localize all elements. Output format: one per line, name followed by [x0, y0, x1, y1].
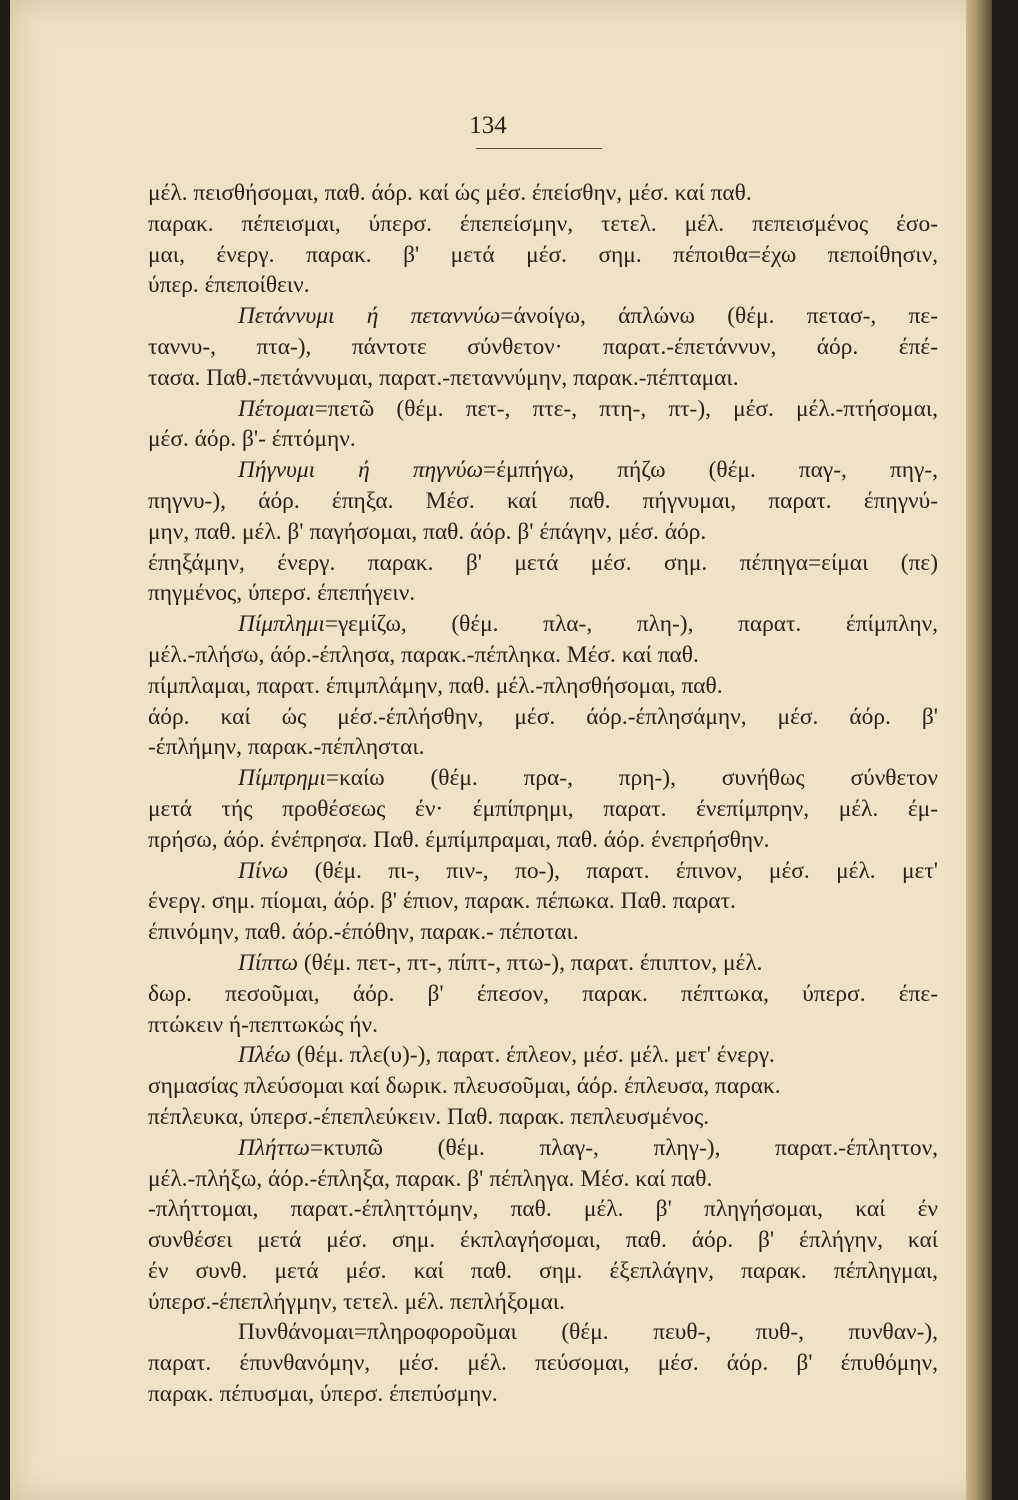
line-text: πτώκειν ή-πεπτωκώς ήν. [148, 1011, 378, 1038]
entry-headword: Πίπτω [238, 949, 298, 976]
line-text: συνθέσει μετά μέσ. σημ. έκπλαγήσομαι, παθ. άόρ. β' έπλήγην, καί [148, 1227, 938, 1254]
text-line [148, 270, 938, 301]
text-line [148, 517, 938, 548]
entry-headword: Πήγνυμι ή πηγνύω [238, 457, 483, 484]
page-number-rule [476, 148, 602, 149]
line-text: -πλήττομαι, παρατ.-έπληττόμην, παθ. μέλ. β' πληγήσομαι, καί έν [148, 1196, 938, 1223]
line-text: παρακ. πέπυσμαι, ύπερσ. έπεπύσμην. [148, 1381, 498, 1408]
text-line [148, 424, 938, 455]
line-text: σημασίας πλεύσομαι καί δωρικ. πλευσοῦμαι, άόρ. έπλευσα, παρακ. [148, 1073, 781, 1100]
line-text: ταννυ-, πτα-), πάντοτε σύνθετον· παρατ.-έπετάννυν, άόρ. έπέ- [148, 333, 938, 360]
entry-headword: Πλήττω [238, 1134, 310, 1161]
text-line [148, 886, 938, 917]
line-text: έπινόμην, παθ. άόρ.-έπόθην, παρακ.- πέποται. [148, 919, 579, 946]
line-text: ένεργ. σημ. πίομαι, άόρ. β' έπιον, παρακ. πέπωκα. Παθ. παρατ. [148, 888, 736, 915]
page-number: 134 [469, 112, 507, 139]
line-text: (θέμ. πι-, πιν-, πο-), παρατ. έπινον, μέσ. μέλ. μετ' [288, 857, 938, 884]
text-line [148, 732, 938, 763]
line-text: πηγμένος, ύπερσ. έπεπήγειν. [148, 580, 416, 607]
text-line [148, 794, 938, 825]
text-line [148, 671, 938, 702]
text-line [148, 1194, 938, 1225]
line-text: ύπερ. έπεποίθειν. [148, 272, 310, 299]
page-text [148, 178, 938, 1410]
line-text: =πετῶ (θέμ. πετ-, πτε-, πτη-, πτ-), μέσ. μέλ.-πτήσομαι, [314, 395, 938, 422]
entry-headword: Πίμπλημι [238, 611, 325, 638]
line-text: =καίω (θέμ. πρα-, πρη-), συνήθως σύνθετον [325, 765, 938, 792]
entry-headword: Πετάννυμι ή πεταννύω [238, 303, 501, 330]
line-text: άόρ. καί ώς μέσ.-έπλήσθην, μέσ. άόρ.-έπλησάμην, μέσ. άόρ. β' [148, 703, 938, 730]
text-line [148, 1164, 938, 1195]
text-line [148, 856, 938, 887]
line-text: πηγνυ-), άόρ. έπηξα. Μέσ. καί παθ. πήγνυμαι, παρατ. έπηγνύ- [148, 487, 938, 514]
line-text: μέλ.-πλήσω, άόρ.-έπλησα, παρακ.-πέπληκα. Μέσ. καί παθ. [148, 641, 699, 668]
line-text: =έμπήγω, πήζω (θέμ. παγ-, πηγ-, [483, 457, 938, 484]
line-text: =κτυπῶ (θέμ. πλαγ-, πληγ-), παρατ.-έπληττον, [309, 1134, 938, 1161]
text-line [148, 1040, 938, 1071]
text-line [148, 1287, 938, 1318]
line-text: πρήσω, άόρ. ένέπρησα. Παθ. έμπίμπραμαι, παθ. άόρ. ένεπρήσθην. [148, 826, 770, 853]
line-text: τασα. Παθ.-πετάννυμαι, παρατ.-πεταννύμην, παρακ.-πέπταμαι. [148, 364, 739, 391]
text-line [148, 578, 938, 609]
text-line [148, 240, 938, 271]
line-text: (θέμ. πετ-, πτ-, πίπτ-, πτω-), παρατ. έπιπτον, μέλ. [298, 949, 763, 976]
text-line [148, 1348, 938, 1379]
line-text: πίμπλαμαι, παρατ. έπιμπλάμην, παθ. μέλ.-πλησθήσομαι, παθ. [148, 672, 723, 699]
line-text: μέλ.-πλήξω, άόρ.-έπληξα, παρακ. β' πέπληγα. Μέσ. καί παθ. [148, 1165, 713, 1192]
line-text: παρακ. πέπεισμαι, ύπερσ. έπεπείσμην, τετελ. μέλ. πεπεισμένος έσο- [148, 210, 938, 237]
text-line [148, 1071, 938, 1102]
line-text: μέσ. άόρ. β'- έπτόμην. [148, 426, 356, 453]
line-text: έπηξάμην, ένεργ. παρακ. β' μετά μέσ. σημ. πέπηγα=είμαι (πε) [148, 549, 938, 576]
entry-headword: Πίνω [238, 857, 289, 884]
text-line [148, 1256, 938, 1287]
line-text: έν συνθ. μετά μέσ. καί παθ. σημ. έξεπλάγην, παρακ. πέπληγμαι, [148, 1257, 938, 1284]
text-line [148, 825, 938, 856]
text-line [148, 363, 938, 394]
line-text: Πυνθάνομαι=πληροφοροῦμαι (θέμ. πευθ-, πυθ-, πυνθαν-), [238, 1319, 938, 1346]
text-line [148, 548, 938, 579]
line-text: =άνοίγω, άπλώνω (θέμ. πετασ-, πε- [500, 303, 938, 330]
text-line [148, 1133, 938, 1164]
entry-headword: Πλέω [238, 1042, 291, 1069]
text-line [148, 1102, 938, 1133]
text-line [148, 1317, 938, 1348]
book-spine [966, 0, 992, 1500]
text-line [148, 979, 938, 1010]
text-line [148, 1379, 938, 1410]
text-line [148, 948, 938, 979]
line-text: παρατ. έπυνθανόμην, μέσ. μέλ. πεύσομαι, μέσ. άόρ. β' έπυθόμην, [148, 1350, 938, 1377]
text-line [148, 917, 938, 948]
text-line [148, 1010, 938, 1041]
text-line [148, 763, 938, 794]
line-text: πέπλευκα, ύπερσ.-έπεπλεύκειν. Παθ. παρακ. πεπλευσμένος. [148, 1103, 710, 1130]
entry-headword: Πίμπρημι [238, 765, 326, 792]
text-line [148, 394, 938, 425]
text-line [148, 209, 938, 240]
text-line [148, 455, 938, 486]
line-text: μην, παθ. μέλ. β' παγήσομαι, παθ. άόρ. β' έπάγην, μέσ. άόρ. [148, 518, 707, 545]
line-text: μαι, ένεργ. παρακ. β' μετά μέσ. σημ. πέποιθα=έχω πεποίθησιν, [148, 241, 938, 268]
line-text: (θέμ. πλε(υ)-), παρατ. έπλεον, μέσ. μέλ. μετ' ένεργ. [290, 1042, 775, 1069]
entry-headword: Πέτομαι [238, 395, 315, 422]
line-text: -έπλήμην, παρακ.-πέπλησται. [148, 734, 425, 761]
line-text: μετά τής προθέσεως έν· έμπίπρημι, παρατ. ένεπίμπρην, μέλ. έμ- [148, 795, 938, 822]
line-text: ύπερσ.-έπεπλήγμην, τετελ. μέλ. πεπλήξομαι. [148, 1288, 566, 1315]
text-line [148, 486, 938, 517]
text-line [148, 609, 938, 640]
text-line [148, 301, 938, 332]
text-line [148, 702, 938, 733]
text-line [148, 1225, 938, 1256]
line-text: δωρ. πεσοῦμαι, άόρ. β' έπεσον, παρακ. πέπτωκα, ύπερσ. έπε- [148, 980, 938, 1007]
text-line [148, 178, 938, 209]
line-text: =γεμίζω, (θέμ. πλα-, πλη-), παρατ. έπίμπλην, [324, 611, 938, 638]
text-line [148, 332, 938, 363]
text-line [148, 640, 938, 671]
book-page [10, 0, 992, 1500]
line-text: μέλ. πεισθήσομαι, παθ. άόρ. καί ώς μέσ. έπείσθην, μέσ. καί παθ. [148, 180, 752, 206]
